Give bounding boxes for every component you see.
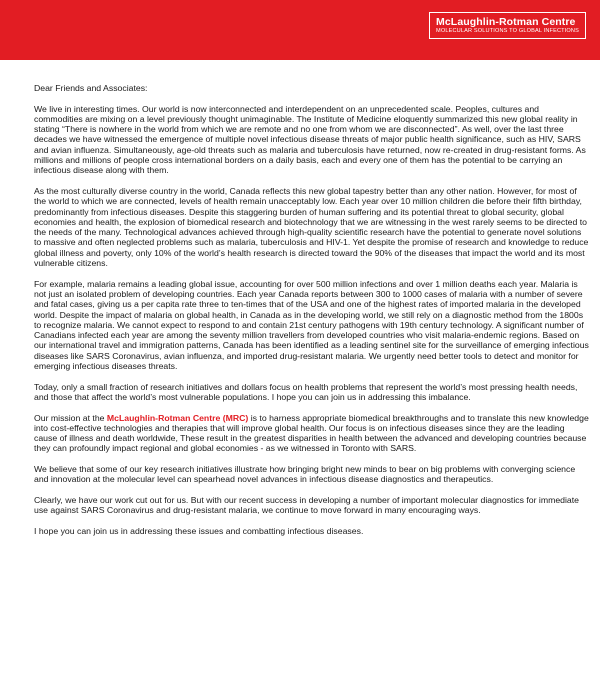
paragraph-5 — [34, 413, 590, 454]
header-bar — [0, 0, 600, 60]
paragraph-7: Clearly, we have our work cut out for us. But with our recent success in developing a number of important molecular diagnostics for immediate use against SARS Coronavirus and drug-resistant malaria, we continue to move forward in many encouraging ways. — [34, 494, 579, 516]
paragraph-8: I hope you can join us in addressing these issues and combatting infectious diseases. — [34, 525, 364, 536]
paragraph-4: Today, only a small fraction of research initiatives and dollars focus on health problems that represent the world’s most pressing health needs, and those that affect the world’s most vulnerable populations. I hope you can join us in addressing this imbalance. — [34, 381, 578, 402]
paragraph-6: We believe that some of our key research initiatives illustrate how bringing bright new minds to bear on big problems with converging science and innovation at the molecular level can spearhead novel advances in infectious disease diagnostics and therapeutics. — [34, 463, 576, 485]
centre-logo — [429, 12, 586, 39]
salutation: Dear Friends and Associates: — [34, 83, 148, 93]
paragraph-1: We live in interesting times. Our world is now interconnected and interdependent on an unprecedented scale. Peoples, cultures and commodities are mixing on a level previously thought unimaginable. The Institute of Medicine eloquently summarized this new global reality in stating “There is nowhere in the world from which we are remote and no one from whom we are disconnected”. As well, over the last three decades we have witnessed the emergence of multiple novel infectious disease threats of major public health significance, such as HIV, SARS and avian influenza. Simultaneously, age-old threats such as malaria and tuberculosis have returned, now re-created in drug-resistant forms. As millions and millions of people cross international borders on a daily basis, each and every one of them has the potential to be carrying an infectious disease along with them. — [34, 103, 586, 176]
letter-body — [34, 83, 590, 546]
mrc-name: McLaughlin-Rotman Centre (MRC) — [106, 412, 249, 423]
logo-name: McLaughlin-Rotman Centre — [436, 16, 576, 28]
paragraph-2: As the most culturally diverse country in the world, Canada reflects this new global tapestry better than any other nation. However, for most of the world to which we are connected, levels of health remain unacceptably low. Each year over 10 million children die before their fifth birthday, predominantly from infectious diseases. Despite this staggering burden of human suffering and its potential threat to global security, global economies and health, the explosion of biomedical research and biotechnology that we are witnessing in the west rarely seems to be directed to the needs of the many. Technological advances achieved through high-quality scientific research have the potential to generate novel solutions to massive and often neglected problems such as malaria, tuberculosis and HIV-1. Yet despite the promise of research and knowledge to reduce global illness and poverty, only 10% of the world’s health research is directed toward the 90% of the diseases that impact the world and its most vulnerable citizens. — [34, 185, 589, 269]
logo-tagline: MOLECULAR SOLUTIONS TO GLOBAL INFECTIONS — [436, 28, 579, 34]
paragraph-3: For example, malaria remains a leading global issue, accounting for over 500 million infections and over 1 million deaths each year. Malaria is not just an isolated problem of developing countries. Each year Canada reports between 300 to 1000 cases of malaria with a number of severe and fatal cases, giving us a per capita rate three to ten-times that of the USA and one of the highest rates of imported malaria in the developed world. Despite the impact of malaria on global health, in Canada as in the developing world, we still rely on a diagnostic method from the 1800s to recognize malaria. We cannot expect to respond to and contain 21st century pathogens with 19th century technology. A significant number of Canadians infected each year are among the seventy million travellers from developed countries who visit malaria-endemic regions. Based on our international travel and immigration patterns, Canada has been identified as a leading sentinel site for the surveillance of emerging infectious diseases like SARS Coronavirus, avian influenza, and imported drug-resistant malaria. We urgently need better tools to detect and monitor for emerging infectious diseases threats. — [34, 278, 589, 372]
paragraph-5-end: is to harness appropriate biomedical breakthroughs and to translate this new knowledge into cost-effective technologies and therapies that will improve global health. Our focus is on infectious diseases since they are the leading cause of illness and death worldwide, These result in the greatest disparities in health between the advanced and developing countries because they can profoundly impact regional and global economies - as we witnessed in Toronto with SARS. — [34, 412, 589, 454]
paragraph-5-start: Our mission at the — [34, 412, 107, 423]
